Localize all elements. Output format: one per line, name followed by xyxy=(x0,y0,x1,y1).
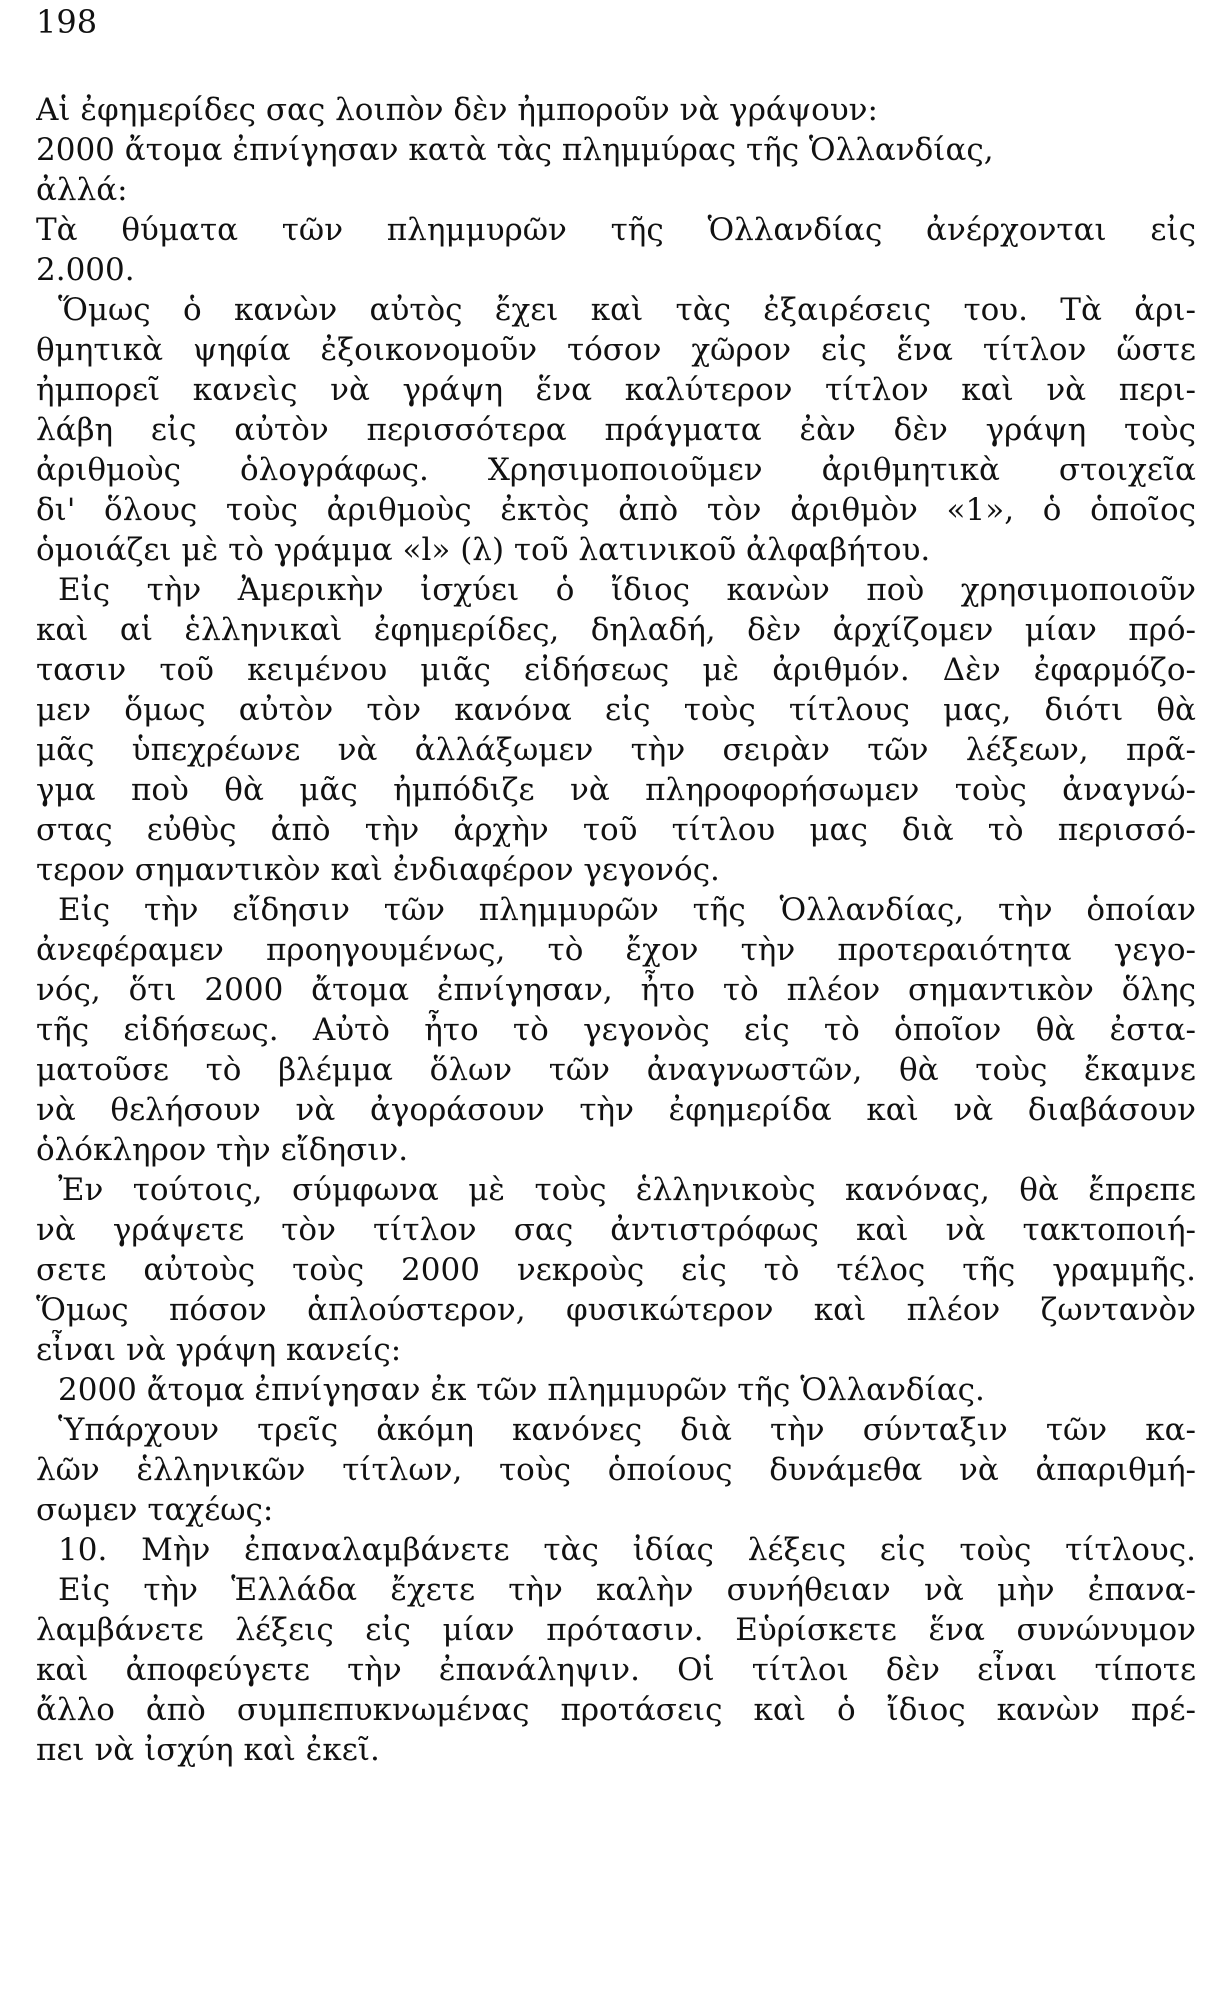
text-line: 2000 ἄτομα ἐπνίγησαν κατὰ τὰς πλημμύρας τῆς Ὁλλανδίας, xyxy=(36,132,994,168)
text-line: μεν ὅμως αὐτὸν τὸν κανόνα εἰς τοὺς τίτλους μας, διότι θὰ xyxy=(36,692,1196,728)
text-line: ὁλόκληρον τὴν εἴδησιν. xyxy=(36,1132,409,1168)
text-line: Ἐν τούτοις, σύμφωνα μὲ τοὺς ἑλληνικοὺς κανόνας, θὰ ἔπρεπε xyxy=(58,1172,1196,1208)
text-line: σετε αὐτοὺς τοὺς 2000 νεκροὺς εἰς τὸ τέλος τῆς γραμμῆς. xyxy=(36,1252,1196,1288)
text-line: Ὅμως πόσον ἁπλούστερον, φυσικώτερον καὶ πλέον ζωντανὸν xyxy=(36,1292,1196,1328)
text-line: Εἰς τὴν εἴδησιν τῶν πλημμυρῶν τῆς Ὁλλανδίας, τὴν ὁποίαν xyxy=(58,892,1196,928)
text-line: ματοῦσε τὸ βλέμμα ὅλων τῶν ἀναγνωστῶν, θὰ τοὺς ἔκαμνε xyxy=(36,1052,1196,1088)
text-line: Ὅμως ὁ κανὼν αὐτὸς ἔχει καὶ τὰς ἐξαιρέσεις του. Τὰ ἀρι- xyxy=(58,292,1196,328)
text-line: τασιν τοῦ κειμένου μιᾶς εἰδήσεως μὲ ἀριθμόν. Δὲν ἐφαρμόζο- xyxy=(36,652,1196,688)
text-line: ἄλλο ἀπὸ συμπεπυκνωμένας προτάσεις καὶ ὁ ἴδιος κανὼν πρέ- xyxy=(36,1692,1196,1728)
text-line: Εἰς τὴν Ἑλλάδα ἔχετε τὴν καλὴν συνήθειαν νὰ μὴν ἐπανα- xyxy=(58,1572,1196,1608)
text-line: τερον σημαντικὸν καὶ ἐνδιαφέρον γεγονός. xyxy=(36,852,720,888)
text-line: τῆς εἰδήσεως. Αὐτὸ ἦτο τὸ γεγονὸς εἰς τὸ ὁποῖον θὰ ἐστα- xyxy=(36,1012,1196,1048)
text-line: νὰ γράψετε τὸν τίτλον σας ἀντιστρόφως καὶ νὰ τακτοποιή- xyxy=(36,1212,1196,1248)
text-line: λῶν ἑλληνικῶν τίτλων, τοὺς ὁποίους δυνάμεθα νὰ ἀπαριθμή- xyxy=(36,1452,1196,1488)
text-line: ἀνεφέραμεν προηγουμένως, τὸ ἔχον τὴν προτεραιότητα γεγο- xyxy=(36,932,1196,968)
text-line: μᾶς ὑπεχρέωνε νὰ ἀλλάξωμεν τὴν σειρὰν τῶν λέξεων, πρᾶ- xyxy=(36,732,1196,768)
text-line: Ὑπάρχουν τρεῖς ἀκόμη κανόνες διὰ τὴν σύνταξιν τῶν κα- xyxy=(58,1412,1196,1448)
page-number: 198 xyxy=(36,3,98,41)
text-line: Αἱ ἐφημερίδες σας λοιπὸν δὲν ἠμποροῦν νὰ γράψουν: xyxy=(36,92,878,128)
text-line: Τὰ θύματα τῶν πλημμυρῶν τῆς Ὁλλανδίας ἀνέρχονται εἰς xyxy=(36,212,1196,248)
text-line: 10. Μὴν ἐπαναλαμβάνετε τὰς ἰδίας λέξεις εἰς τοὺς τίτλους. xyxy=(58,1532,1196,1568)
text-line: λαμβάνετε λέξεις εἰς μίαν πρότασιν. Εὑρίσκετε ἕνα συνώνυμον xyxy=(36,1612,1196,1648)
text-line: δι' ὅλους τοὺς ἀριθμοὺς ἐκτὸς ἀπὸ τὸν ἀριθμὸν «1», ὁ ὁποῖος xyxy=(36,492,1196,528)
body-text xyxy=(36,90,1196,1770)
text-line: καὶ αἱ ἑλληνικαὶ ἐφημερίδες, δηλαδή, δὲν ἀρχίζομεν μίαν πρό- xyxy=(36,612,1196,648)
text-line: νός, ὅτι 2000 ἄτομα ἐπνίγησαν, ἦτο τὸ πλέον σημαντικὸν ὅλης xyxy=(36,972,1196,1008)
text-line: ὁμοιάζει μὲ τὸ γράμμα «l» (λ) τοῦ λατινικοῦ ἀλφαβήτου. xyxy=(36,532,931,568)
text-line: γμα ποὺ θὰ μᾶς ἠμπόδιζε νὰ πληροφορήσωμεν τοὺς ἀναγνώ- xyxy=(36,772,1196,808)
text-line: ἠμπορεῖ κανεὶς νὰ γράψη ἕνα καλύτερον τίτλον καὶ νὰ περι- xyxy=(36,372,1196,408)
text-line: καὶ ἀποφεύγετε τὴν ἐπανάληψιν. Οἱ τίτλοι δὲν εἶναι τίποτε xyxy=(36,1652,1196,1688)
text-line: Εἰς τὴν Ἀμερικὴν ἰσχύει ὁ ἴδιος κανὼν ποὺ χρησιμοποιοῦν xyxy=(58,572,1196,608)
text-line: θμητικὰ ψηφία ἐξοικονομοῦν τόσον χῶρον εἰς ἕνα τίτλον ὥστε xyxy=(36,332,1196,368)
text-line: ἀριθμοὺς ὁλογράφως. Χρησιμοποιοῦμεν ἀριθμητικὰ στοιχεῖα xyxy=(36,452,1196,488)
text-line: στας εὐθὺς ἀπὸ τὴν ἀρχὴν τοῦ τίτλου μας διὰ τὸ περισσό- xyxy=(36,812,1196,848)
text-line: 2.000. xyxy=(36,252,135,288)
text-line: ἀλλά: xyxy=(36,172,128,208)
text-line: νὰ θελήσουν νὰ ἀγοράσουν τὴν ἐφημερίδα καὶ νὰ διαβάσουν xyxy=(36,1092,1196,1128)
text-line: σωμεν ταχέως: xyxy=(36,1492,274,1528)
text-line: πει νὰ ἰσχύη καὶ ἐκεῖ. xyxy=(36,1732,380,1768)
text-line: λάβη εἰς αὐτὸν περισσότερα πράγματα ἐὰν δὲν γράψη τοὺς xyxy=(36,412,1196,448)
text-line: εἶναι νὰ γράψη κανείς: xyxy=(36,1332,402,1368)
text-line: 2000 ἄτομα ἐπνίγησαν ἐκ τῶν πλημμυρῶν τῆς Ὁλλανδίας. xyxy=(58,1372,985,1408)
